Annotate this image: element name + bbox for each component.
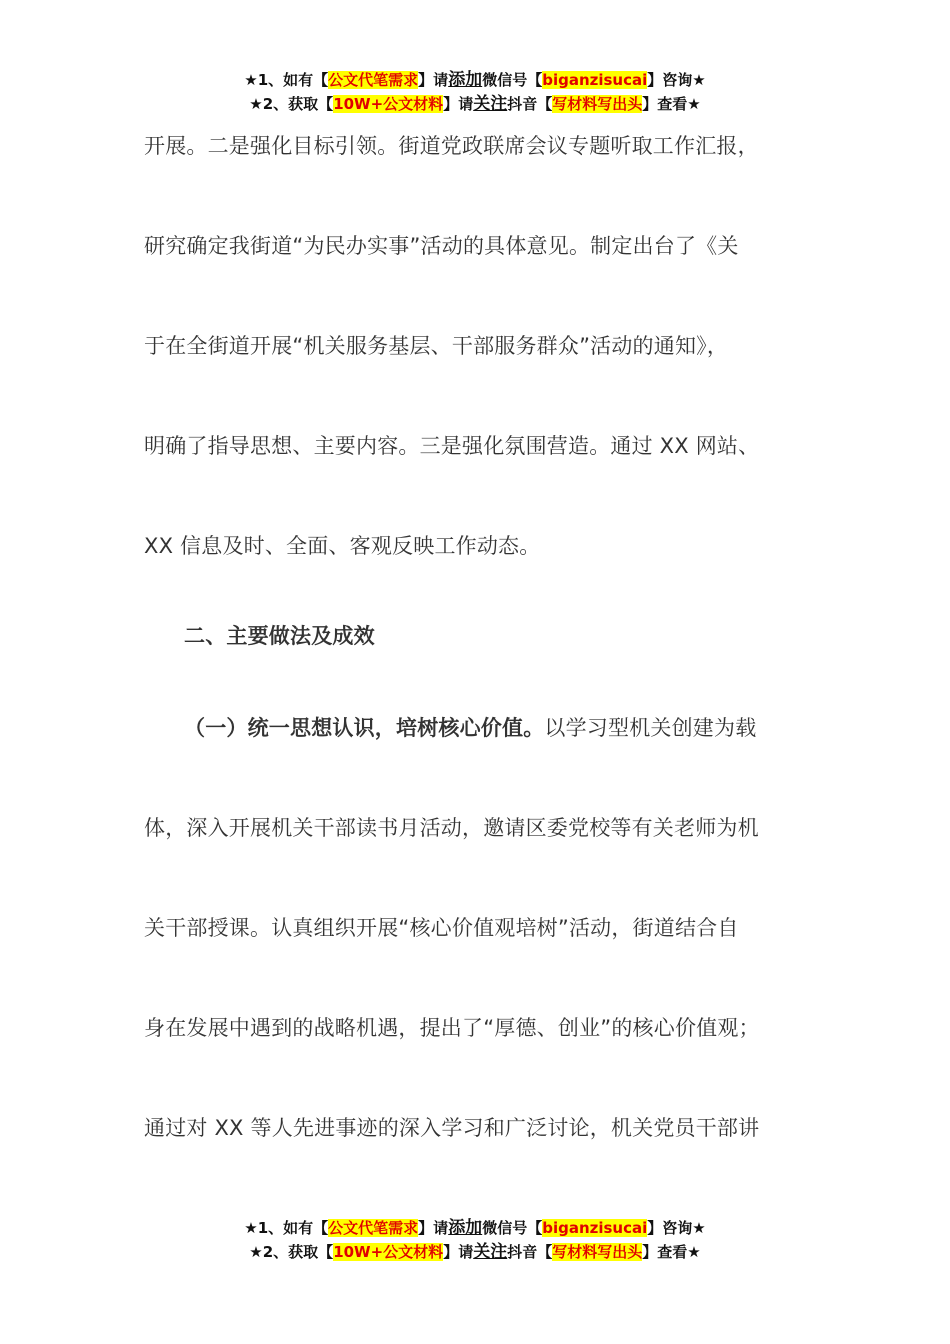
banner-text: 】请 xyxy=(443,1243,474,1261)
banner-underlined: 关注 xyxy=(473,94,508,114)
body-paragraph-line: 身在发展中遇到的战略机遇，提出了“厚德、创业”的核心价值观； xyxy=(144,1016,760,1040)
banner-text: 】查看★ xyxy=(642,95,701,113)
banner-text: 】咨询★ xyxy=(647,71,706,89)
douyin-highlight: 写材料写出头 xyxy=(552,1243,643,1261)
banner-highlight: 公文代笔需求 xyxy=(328,71,419,89)
subsection-text: 以学习型机关创建为载 xyxy=(544,716,757,740)
body-paragraph-line: XX 信息及时、全面、客观反映工作动态。 xyxy=(144,534,541,558)
header-banner xyxy=(0,68,950,116)
banner-text: 】请 xyxy=(418,1219,449,1237)
banner-underlined: 关注 xyxy=(473,1242,508,1262)
body-paragraph-line: 于在全街道开展“机关服务基层、干部服务群众”活动的通知》， xyxy=(144,334,729,358)
banner-text: ★2、获取【 xyxy=(249,95,334,113)
banner-text: 微信号【 xyxy=(482,1219,543,1237)
banner-line-2 xyxy=(0,92,950,116)
body-paragraph-line: 研究确定我街道“为民办实事”活动的具体意见。制定出台了《关 xyxy=(144,234,739,258)
banner-text: 】请 xyxy=(418,71,449,89)
banner-text: 】请 xyxy=(443,95,474,113)
banner-underlined: 添加 xyxy=(448,70,483,90)
body-paragraph-line: 通过对 XX 等人先进事迹的深入学习和广泛讨论，机关党员干部讲 xyxy=(144,1116,760,1140)
banner-line-1 xyxy=(0,68,950,92)
douyin-highlight: 写材料写出头 xyxy=(552,95,643,113)
banner-text: 微信号【 xyxy=(482,71,543,89)
footer-banner xyxy=(0,1216,950,1264)
banner-text: 】咨询★ xyxy=(647,1219,706,1237)
banner-line-1 xyxy=(0,1216,950,1240)
banner-highlight: 公文代笔需求 xyxy=(328,1219,419,1237)
wechat-id-highlight: biganzisucai xyxy=(542,71,648,89)
body-paragraph-line: 体，深入开展机关干部读书月活动，邀请区委党校等有关老师为机 xyxy=(144,816,759,840)
banner-line-2 xyxy=(0,1240,950,1264)
banner-underlined: 添加 xyxy=(448,1218,483,1238)
section-heading: 二、主要做法及成效 xyxy=(184,624,375,648)
banner-highlight: 10W+公文材料 xyxy=(333,95,444,113)
banner-text: 抖音【 xyxy=(507,95,553,113)
banner-text: 】查看★ xyxy=(642,1243,701,1261)
banner-text: ★1、如有【 xyxy=(244,71,329,89)
body-paragraph-line: 开展。二是强化目标引领。街道党政联席会议专题听取工作汇报， xyxy=(144,134,759,158)
banner-text: ★2、获取【 xyxy=(249,1243,334,1261)
subsection-heading: （一）统一思想认识，培树核心价值。 xyxy=(184,716,545,740)
body-paragraph-line: 明确了指导思想、主要内容。三是强化氛围营造。通过 XX 网站、 xyxy=(144,434,760,458)
banner-highlight: 10W+公文材料 xyxy=(333,1243,444,1261)
banner-text: ★1、如有【 xyxy=(244,1219,329,1237)
banner-text: 抖音【 xyxy=(507,1243,553,1261)
subsection-line xyxy=(184,712,756,742)
body-paragraph-line: 关干部授课。认真组织开展“核心价值观培树”活动，街道结合自 xyxy=(144,916,739,940)
wechat-id-highlight: biganzisucai xyxy=(542,1219,648,1237)
